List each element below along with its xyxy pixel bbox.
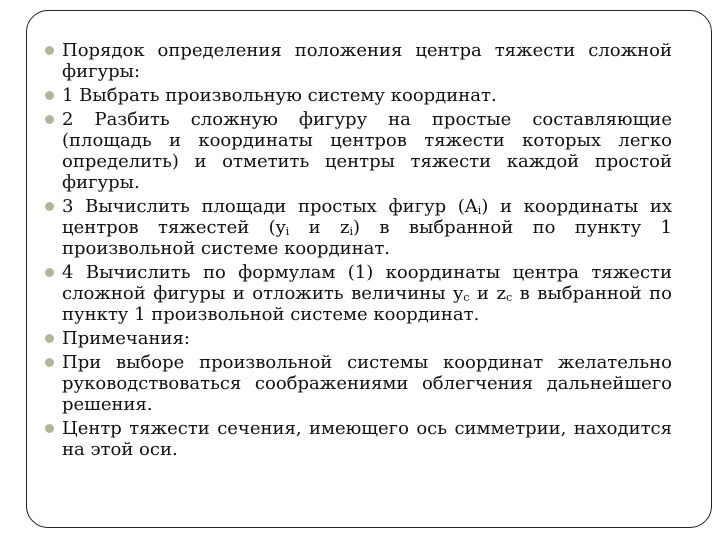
- bullet-text: Примечания:: [62, 328, 190, 349]
- bullet-item: [44, 262, 672, 325]
- bullet-marker-icon: [45, 46, 54, 55]
- bullet-list: [44, 40, 672, 463]
- bullet-item: [44, 418, 672, 460]
- subscript: c: [505, 291, 513, 304]
- bullet-text: 2 Разбить сложную фигуру на простые составляющие (площадь и координаты центров тяжести которых легко определить) и отметить центры тяжести каждой простой фигуры.: [62, 109, 672, 193]
- bullet-text: При выборе произвольной системы координат желательно руководствоваться соображениями облегчения дальнейшего решения.: [62, 352, 672, 415]
- bullet-text: 1 Выбрать произвольную систему координат.: [62, 85, 497, 106]
- bullet-item: [44, 196, 672, 259]
- bullet-text-part: ) и координаты их центров тяжестей (y: [62, 196, 673, 238]
- bullet-text: Порядок определения положения центра тяжести сложной фигуры:: [62, 40, 672, 82]
- subscript: c: [463, 291, 470, 304]
- bullet-marker-icon: [45, 334, 54, 343]
- bullet-text-part: ) в выбранной по пункту 1 произвольной системе координат.: [62, 217, 672, 259]
- bullet-item: [44, 352, 672, 415]
- subscript: i: [477, 204, 482, 217]
- bullet-item: [44, 85, 672, 106]
- subscript: i: [349, 225, 354, 238]
- bullet-marker-icon: [45, 268, 54, 277]
- bullet-marker-icon: [45, 115, 54, 124]
- bullet-text-part: 3 Вычислить площади простых фигур (A: [62, 196, 478, 217]
- bullet-marker-icon: [45, 424, 54, 433]
- bullet-text-part: в выбранной по пункту 1 произвольной системе координат.: [62, 283, 672, 325]
- bullet-text-part: и z: [469, 283, 506, 304]
- bullet-marker-icon: [45, 358, 54, 367]
- bullet-text: Центр тяжести сечения, имеющего ось симметрии, находится на этой оси.: [62, 418, 672, 460]
- subscript: i: [285, 225, 290, 238]
- bullet-marker-icon: [45, 202, 54, 211]
- bullet-marker-icon: [45, 91, 54, 100]
- bullet-item: [44, 109, 672, 193]
- bullet-item: [44, 40, 672, 82]
- bullet-text-part: 4 Вычислить по формулам (1) координаты центра тяжести сложной фигуры и отложить величины y: [62, 262, 672, 304]
- bullet-item: [44, 328, 672, 349]
- bullet-text-part: и z: [289, 217, 350, 238]
